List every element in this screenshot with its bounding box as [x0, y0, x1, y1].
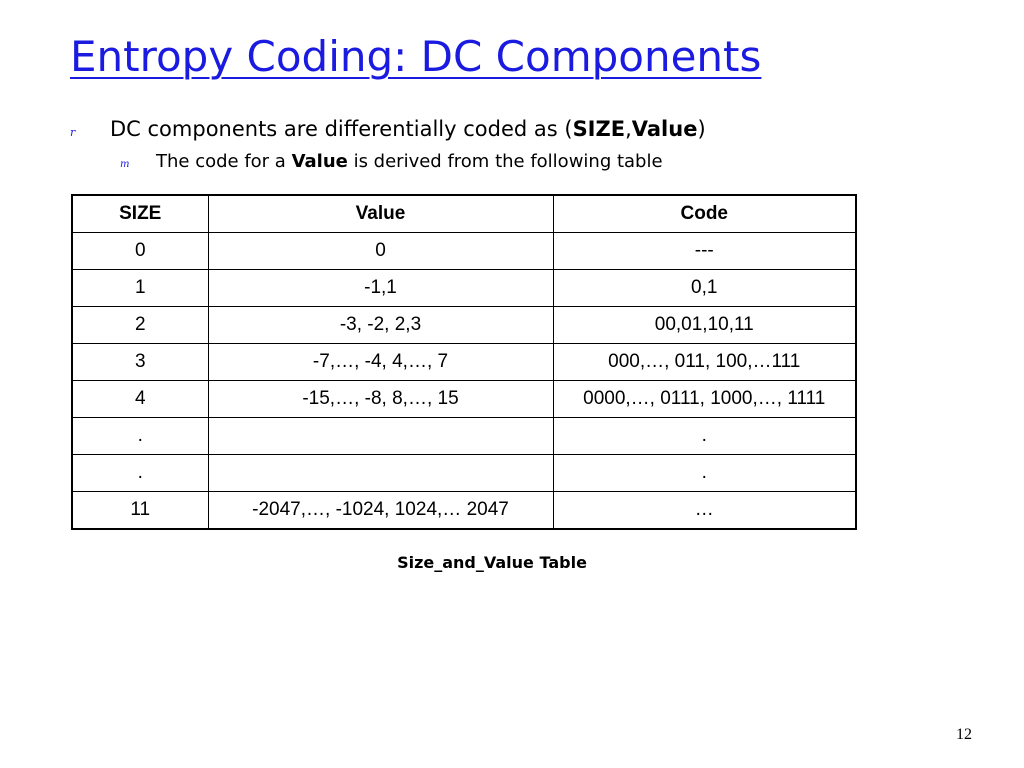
cell-size: 4	[72, 381, 208, 418]
table-caption: Size_and_Value Table	[397, 553, 587, 572]
size-value-table	[71, 194, 857, 530]
bullet-text	[110, 116, 706, 143]
cell-size: 1	[72, 270, 208, 307]
slide-title: Entropy Coding: DC Components	[70, 32, 762, 81]
cell-value: -7,…, -4, 4,…, 7	[208, 344, 553, 381]
cell-value: -1,1	[208, 270, 553, 307]
bullet-prefix: DC components are differentially coded as (	[110, 117, 573, 141]
cell-code: ---	[553, 233, 856, 270]
bullet-bold-size: SIZE	[572, 117, 626, 141]
cell-size: 11	[72, 492, 208, 530]
table-row	[72, 418, 856, 455]
table-header-row	[72, 195, 856, 233]
bullet-bold-value: Value	[631, 117, 698, 141]
table-row	[72, 381, 856, 418]
cell-code: 0,1	[553, 270, 856, 307]
header-value: Value	[208, 195, 553, 233]
cell-code: 0000,…, 0111, 1000,…, 1111	[553, 381, 856, 418]
table-row	[72, 233, 856, 270]
table-row	[72, 492, 856, 530]
cell-size: 0	[72, 233, 208, 270]
sub-bullet-suffix: is derived from the following table	[347, 151, 663, 172]
cell-code: 000,…, 011, 100,…111	[553, 344, 856, 381]
table-row	[72, 455, 856, 492]
sub-bullet-prefix: The code for a	[156, 151, 292, 172]
sub-bullet-text	[156, 150, 663, 173]
bullet-separator: ,	[625, 117, 632, 141]
bullet-marker: r	[70, 126, 76, 139]
table-row	[72, 344, 856, 381]
cell-code: .	[553, 455, 856, 492]
cell-value: 0	[208, 233, 553, 270]
cell-value: -3, -2, 2,3	[208, 307, 553, 344]
cell-size: .	[72, 418, 208, 455]
cell-code: 00,01,10,11	[553, 307, 856, 344]
sub-bullet-marker: m	[120, 159, 130, 170]
cell-value: -15,…, -8, 8,…, 15	[208, 381, 553, 418]
table-row	[72, 307, 856, 344]
header-code: Code	[553, 195, 856, 233]
page-number: 12	[956, 726, 972, 743]
cell-value	[208, 418, 553, 455]
cell-size: 2	[72, 307, 208, 344]
bullet-suffix: )	[697, 117, 706, 141]
cell-value: -2047,…, -1024, 1024,… 2047	[208, 492, 553, 530]
header-size: SIZE	[72, 195, 208, 233]
cell-code: …	[553, 492, 856, 530]
cell-code: .	[553, 418, 856, 455]
table-row	[72, 270, 856, 307]
cell-size: .	[72, 455, 208, 492]
sub-bullet-bold-value: Value	[291, 151, 348, 172]
cell-value	[208, 455, 553, 492]
cell-size: 3	[72, 344, 208, 381]
